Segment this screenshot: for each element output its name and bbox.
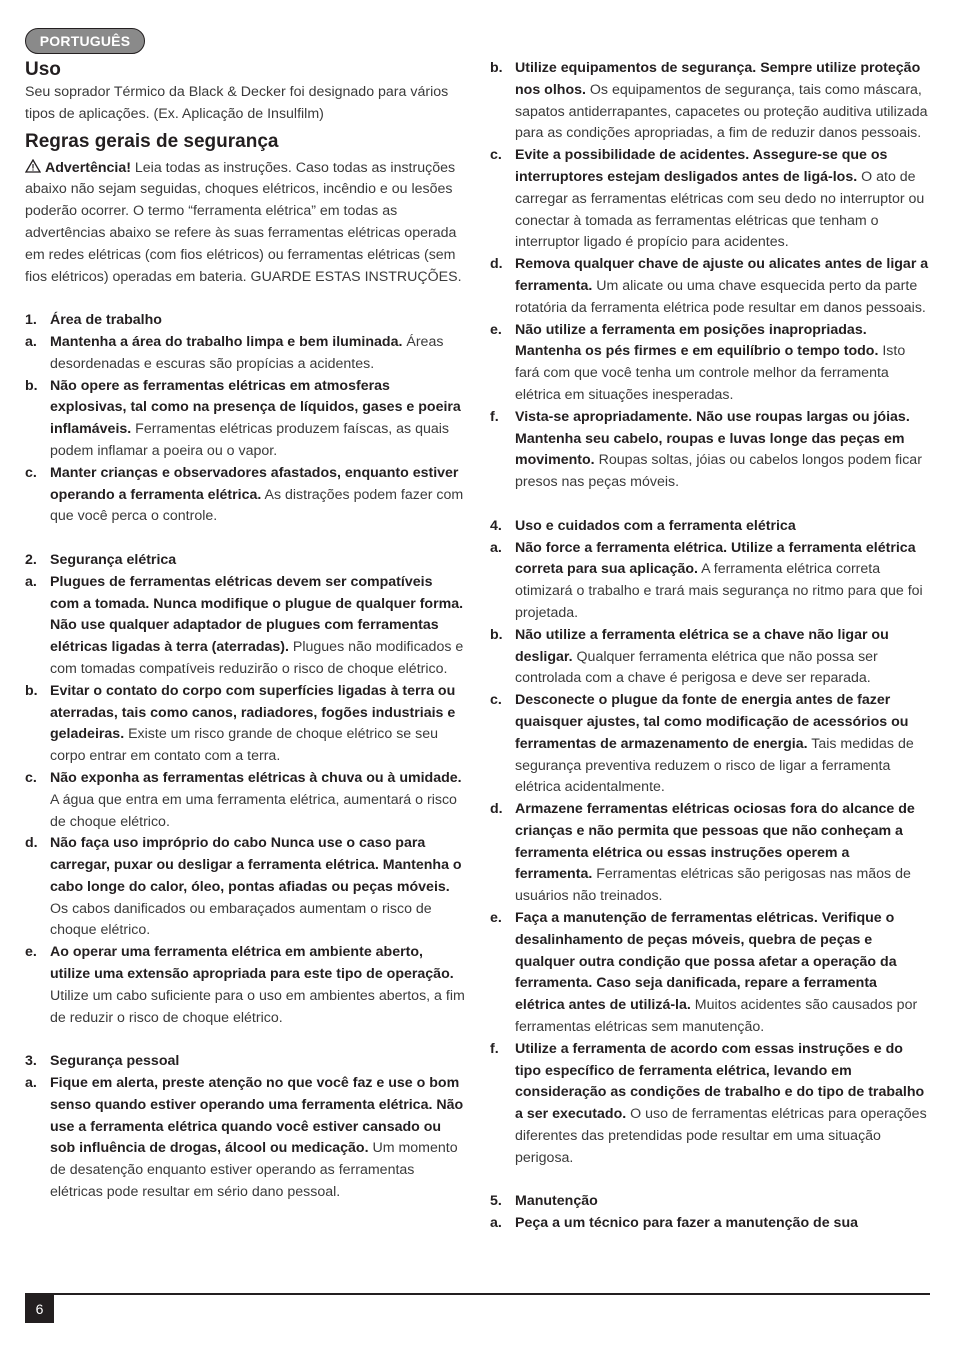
footer-rule [25, 1293, 930, 1295]
uso-heading: Uso [25, 59, 61, 80]
list-item: d. Não faça uso impróprio do cabo Nunca use o caso para carregar, puxar ou desligar a ferramenta elétrica. Mantenha o cabo longe do calor, óleo, pontas afiadas ou peças móveis. Os cabos danificados ou embaraçados aumentam o risco de choque elétrico. [25, 835, 462, 939]
list-item: b. Utilize equipamentos de segurança. Sempre utilize proteção nos olhos. Os equipamentos de segurança, tais como máscara, sapatos antiderrapantes, capacetes ou proteção auditiva utilizada para as condições apropriadas, a fim de reduzir danos pessoais. [490, 60, 928, 142]
section-heading: 1. Área de trabalho [25, 312, 162, 329]
warning-icon [25, 159, 41, 173]
list-item: d. Remova qualquer chave de ajuste ou alicates antes de ligar a ferramenta. Um alicate ou uma chave esquecida perto da parte rotatória da ferramenta elétrica pode resultar em danos pessoais. [490, 256, 929, 316]
list-item: c. Não exponha as ferramentas elétricas à chuva ou à umidade. A água que entra em uma ferramenta elétrica, aumentará o risco de choque elétrico. [25, 769, 462, 830]
right-column [490, 58, 930, 1235]
list-item: c. Desconecte o plugue da fonte de energia antes de fazer quaisquer ajustes, tal como modificação de acessórios ou ferramentas de armazenamento de energia. Tais medidas de segurança preventiva reduzem o risco de ligar a ferramenta elétrica acidentalmente. [490, 692, 914, 796]
warning-text: Leia todas as instruções. Caso todas as instruções abaixo não sejam seguidas, choques elétricos, incêndio e ou lesões poderão ocorrer. O termo “ferramenta elétrica” em todas as advertências abaixo se refere às suas ferramentas elétricas operada em redes elétricas (com fios elétricos) ou ferramentas elétricas (sem fios elétricos) operadas em bateria. GUARDE ESTAS INSTRUÇÕES. [25, 159, 462, 285]
list-item: e. Não utilize a ferramenta em posições inapropriadas. Mantenha os pés firmes e em equilíbrio o tempo todo. Isto fará com que você tenha um controle melhor da ferramenta elétrica em situações inesperadas. [490, 321, 906, 403]
language-badge: PORTUGUÊS [25, 28, 145, 54]
section-heading: 4. Uso e cuidados com a ferramenta elétrica [490, 517, 796, 534]
warning-paragraph [25, 158, 465, 289]
list-item: b. Não utilize a ferramenta elétrica se a chave não ligar ou desligar. Qualquer ferramenta elétrica que não possa ser controlada com a chave é perigosa e deve ser reparada. [490, 626, 889, 687]
list-item: f. Utilize a ferramenta de acordo com essas instruções e do tipo específico de ferramenta elétrica, levando em consideração as condições de trabalho e do tipo de trabalho a ser executado. O uso de ferramentas elétricas para operações diferentes das pretendidas pode resultar em uma situação perigosa. [490, 1040, 927, 1166]
uso-text: Seu soprador Térmico da Black & Decker foi designado para vários tipos de aplicações. (Ex. Aplicação de Insulfilm) [25, 84, 449, 122]
list-item: e. Ao operar uma ferramenta elétrica em ambiente aberto, utilize uma extensão apropriada para este tipo de operação. Utilize um cabo suficiente para o uso em ambientes abertos, a fim de reduzir o risco de choque elétrico. [25, 944, 465, 1026]
list-item: a. Plugues de ferramentas elétricas devem ser compatíveis com a tomada. Nunca modifique o plugue de qualquer forma. Não use qualquer adaptador de plugues com ferramentas elétricas ligadas à terra (aterradas). Plugues não modificados e com tomadas compatíveis reduzirão o risco de choque elétrico. [25, 573, 464, 677]
warning-label: Advertência! [45, 159, 131, 176]
section-heading: 3. Segurança pessoal [25, 1053, 180, 1070]
section-heading: 5. Manutenção [490, 1193, 598, 1210]
list-item: e. Faça a manutenção de ferramentas elétricas. Verifique o desalinhamento de peças móveis, quebra de peças e qualquer outra condição que possa afetar a operação da ferramenta. Caso seja danificada, repare a ferramenta elétrica antes de utilizá-la. Muitos acidentes são causados por ferramentas elétricas sem manutenção. [490, 910, 918, 1036]
list-item: a. Não force a ferramenta elétrica. Utilize a ferramenta elétrica correta para sua aplicação. A ferramenta elétrica correta otimizará o trabalho e trará mais segurança no ritmo para que foi projetada. [490, 539, 923, 621]
rules-heading: Regras gerais de segurança [25, 130, 279, 152]
list-item: b. Evitar o contato do corpo com superfícies ligadas à terra ou aterradas, tais como canos, radiadores, fogões industriais e geladeiras. Existe um risco grande de choque elétrico se seu corpo entrar em contato com a terra. [25, 682, 456, 765]
list-item: a. Peça a um técnico para fazer a manutenção de sua [490, 1215, 859, 1232]
list-item: f. Vista-se apropriadamente. Não use roupas largas ou jóias. Mantenha seu cabelo, roupas e luvas longe das peças em movimento. Roupas soltas, jóias ou cabelos longos podem ficar presos nas peças móveis. [490, 408, 922, 491]
list-item: a. Fique em alerta, preste atenção no que você faz e use o bom senso quando estiver operando uma ferramenta elétrica. Não use a ferramenta elétrica quando você estiver cansado ou sob influência de drogas, álcool ou medicação. Um momento de desatenção enquanto estiver operando as ferramentas elétricas pode resultar em sério dano pessoal. [25, 1075, 464, 1201]
list-item: c. Manter crianças e observadores afastados, enquanto estiver operando a ferramenta elétrica. As distrações podem fazer com que você perca o controle. [25, 464, 464, 525]
list-item: b. Não opere as ferramentas elétricas em atmosferas explosivas, tal como na presença de líquidos, gases e poeira inflamáveis. Ferramentas elétricas produzem faíscas, as quais podem inflamar a poeira ou o vapor. [25, 377, 461, 459]
list-item: a. Mantenha a área do trabalho limpa e bem iluminada. Áreas desordenadas e escuras são propícias a acidentes. [25, 333, 444, 372]
list-item: d. Armazene ferramentas elétricas ociosas fora do alcance de crianças e não permita que pessoas que não conheçam a ferramenta elétrica ou essas instruções operem a ferramenta. Ferramentas elétricas são perigosas nas mãos de usuários não treinados. [490, 801, 915, 905]
section-heading: 2. Segurança elétrica [25, 551, 177, 568]
page-number: 6 [25, 1294, 54, 1323]
list-item: c. Evite a possibilidade de acidentes. Assegure-se que os interruptores estejam desligados antes de ligá-los. O ato de carregar as ferramentas elétricas com seu dedo no interruptor ou conectar à tomada as ferramentas elétricas que tenham o interruptor ligado é propício para acidentes. [490, 147, 925, 251]
left-column [25, 58, 465, 1204]
